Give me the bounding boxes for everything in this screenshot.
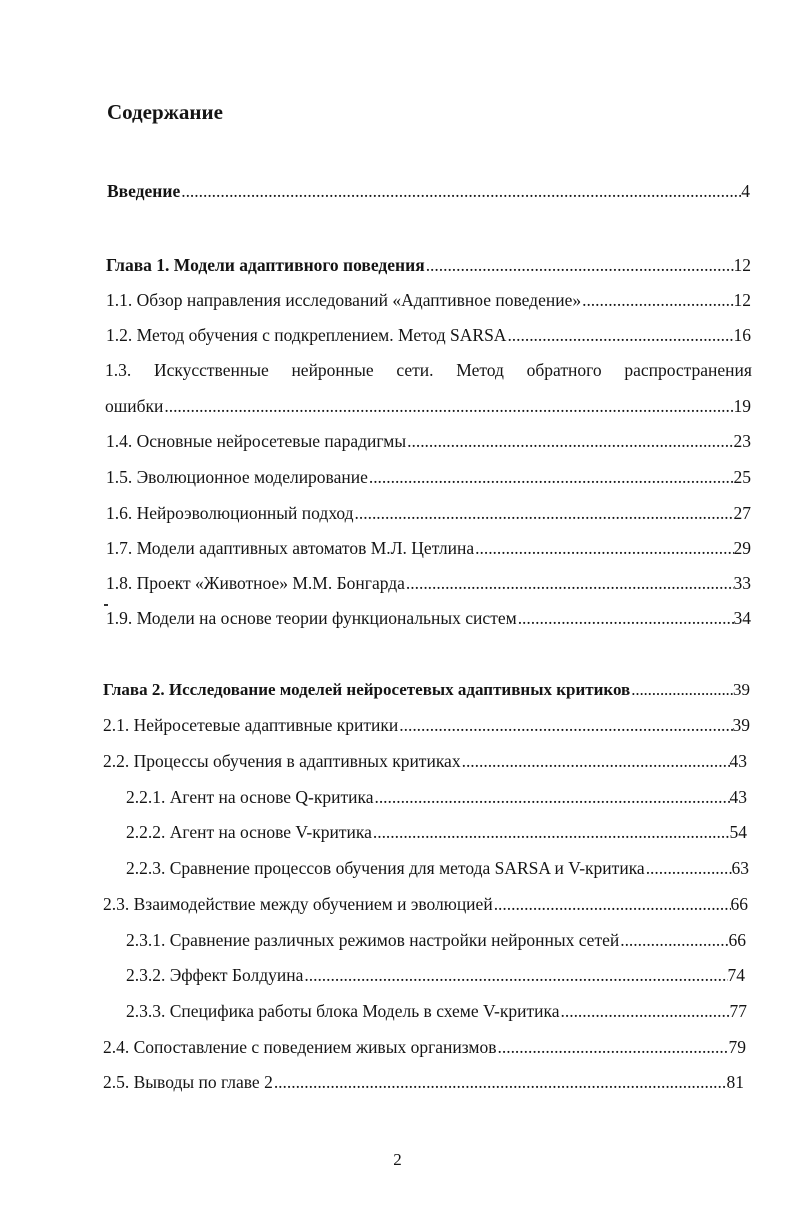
toc-entry-label: 2.3. Взаимодействие между обучением и эволюцией <box>103 894 493 914</box>
toc-leader-dots <box>560 999 730 1023</box>
toc-entry-page: 29 <box>733 538 751 558</box>
toc-entry-label: 2.2.3. Сравнение процессов обучения для метода SARSA и V-критика <box>126 858 645 878</box>
toc-entry-1-5 <box>106 465 751 489</box>
toc-entry-label: 1.9. Модели на основе теории функциональных систем <box>106 608 517 628</box>
toc-entry-label: 2.3.1. Сравнение различных режимов настройки нейронных сетей <box>126 930 620 950</box>
toc-leader-dots <box>405 571 734 595</box>
toc-chapter-1-heading <box>106 253 751 277</box>
toc-leader-dots <box>180 179 741 203</box>
toc-entry-page: 54 <box>729 822 747 842</box>
toc-leader-dots <box>273 1070 727 1094</box>
page-number: 2 <box>393 1150 402 1169</box>
toc-word: сети. <box>396 360 434 380</box>
toc-entry-page: 81 <box>726 1072 744 1092</box>
toc-entry-label: 2.2.1. Агент на основе Q-критика <box>126 787 374 807</box>
toc-entry-2-3-2 <box>126 963 745 987</box>
toc-entry-2-3-1 <box>126 928 746 952</box>
toc-entry-2-2-1 <box>126 785 747 809</box>
toc-entry-page: 12 <box>733 255 751 275</box>
toc-entry-page: 66 <box>728 930 746 950</box>
toc-entry-label: 2.3.3. Специфика работы блока Модель в схеме V-критика <box>126 1001 560 1021</box>
toc-entry-page: 12 <box>733 290 751 310</box>
toc-leader-dots <box>645 856 732 880</box>
toc-entry-label: ошибки <box>105 396 164 416</box>
toc-leader-dots <box>354 501 734 525</box>
toc-entry-1-4 <box>106 429 751 453</box>
toc-entry-2-2-3 <box>126 856 749 880</box>
toc-entry-page: 43 <box>729 787 747 807</box>
toc-entry-label: 1.6. Нейроэволюционный подход <box>106 503 354 523</box>
toc-entry-label: 1.8. Проект «Животное» М.М. Бонгарда <box>106 573 405 593</box>
toc-entry-label: Введение <box>107 181 181 201</box>
toc-entry-page: 27 <box>733 503 751 523</box>
toc-entry-page: 25 <box>733 467 751 487</box>
toc-entry-label: 1.7. Модели адаптивных автоматов М.Л. Цетлина <box>106 538 475 558</box>
toc-entry-intro <box>107 179 750 203</box>
toc-entry-page: 39 <box>733 680 750 699</box>
toc-entry-label: 1.4. Основные нейросетевые парадигмы <box>106 431 407 451</box>
toc-entry-2-2 <box>103 749 747 773</box>
toc-leader-dots <box>506 323 733 347</box>
toc-entry-page: 39 <box>732 715 750 735</box>
toc-leader-dots <box>474 536 733 560</box>
toc-word: обратного <box>526 360 602 380</box>
toc-word: распространения <box>624 360 752 380</box>
toc-entry-page: 66 <box>730 894 748 914</box>
toc-entry-label: Глава 1. Модели адаптивного поведения <box>106 255 425 275</box>
toc-entry-label: 2.5. Выводы по главе 2 <box>103 1072 273 1092</box>
toc-entry-page: 43 <box>729 751 747 771</box>
toc-entry-label: 2.1. Нейросетевые адаптивные критики <box>103 715 399 735</box>
toc-entry-label: 1.1. Обзор направления исследований «Адаптивное поведение» <box>106 290 582 310</box>
toc-entry-page: 16 <box>733 325 751 345</box>
toc-entry-label: 2.4. Сопоставление с поведением живых организмов <box>103 1037 497 1057</box>
toc-leader-dots <box>493 892 731 916</box>
toc-entry-2-4 <box>103 1035 746 1059</box>
toc-leader-dots <box>630 678 733 702</box>
toc-leader-dots <box>406 429 733 453</box>
toc-entry-page: 4 <box>741 181 750 201</box>
toc-word: 1.3. <box>105 360 132 380</box>
toc-leader-dots <box>581 288 733 312</box>
toc-entry-page: 79 <box>728 1037 746 1057</box>
toc-entry-label: 1.2. Метод обучения с подкреплением. Метод SARSA <box>106 325 507 345</box>
toc-entry-1-9 <box>106 606 751 630</box>
toc-leader-dots <box>163 394 733 418</box>
toc-leader-dots <box>425 253 734 277</box>
toc-title: Содержание <box>107 100 223 124</box>
toc-entry-1-7 <box>106 536 751 560</box>
toc-entry-page: 19 <box>733 396 751 416</box>
toc-entry-2-3 <box>103 892 748 916</box>
toc-entry-page: 33 <box>733 573 751 593</box>
toc-entry-label: 2.2. Процессы обучения в адаптивных критиках <box>103 751 461 771</box>
toc-leader-dots <box>497 1035 729 1059</box>
toc-entry-label: 2.3.2. Эффект Болдуина <box>126 965 304 985</box>
toc-entry-page: 77 <box>729 1001 747 1021</box>
toc-leader-dots <box>619 928 728 952</box>
toc-leader-dots <box>461 749 730 773</box>
toc-entry-label: Глава 2. Исследование моделей нейросетевых адаптивных критиков <box>103 680 631 699</box>
toc-leader-dots <box>398 713 732 737</box>
toc-entry-1-6 <box>106 501 751 525</box>
toc-entry-2-2-2 <box>126 820 747 844</box>
toc-entry-1-1 <box>106 288 751 312</box>
toc-leader-dots <box>517 606 734 630</box>
toc-entry-1-8 <box>106 571 751 595</box>
toc-entry-1-3-first-line <box>105 358 752 382</box>
toc-entry-2-1 <box>103 713 750 737</box>
toc-leader-dots <box>368 465 734 489</box>
toc-leader-dots <box>373 785 729 809</box>
toc-chapter-2-heading <box>103 678 750 702</box>
toc-entry-label: 1.5. Эволюционное моделирование <box>106 467 368 487</box>
toc-word: Искусственные <box>153 360 269 380</box>
toc-entry-page: 34 <box>733 608 751 628</box>
toc-entry-2-5 <box>103 1070 744 1094</box>
toc-leader-dots <box>372 820 730 844</box>
toc-word: нейронные <box>291 360 374 380</box>
toc-entry-page: 74 <box>727 965 745 985</box>
toc-entry-page: 23 <box>733 431 751 451</box>
toc-entry-2-3-3 <box>126 999 747 1023</box>
toc-entry-1-3 <box>105 394 751 418</box>
toc-entry-page: 63 <box>731 858 749 878</box>
toc-entry-label: 2.2.2. Агент на основе V-критика <box>126 822 372 842</box>
toc-leader-dots <box>303 963 727 987</box>
toc-word: Метод <box>456 360 504 380</box>
toc-entry-1-2 <box>106 323 751 347</box>
